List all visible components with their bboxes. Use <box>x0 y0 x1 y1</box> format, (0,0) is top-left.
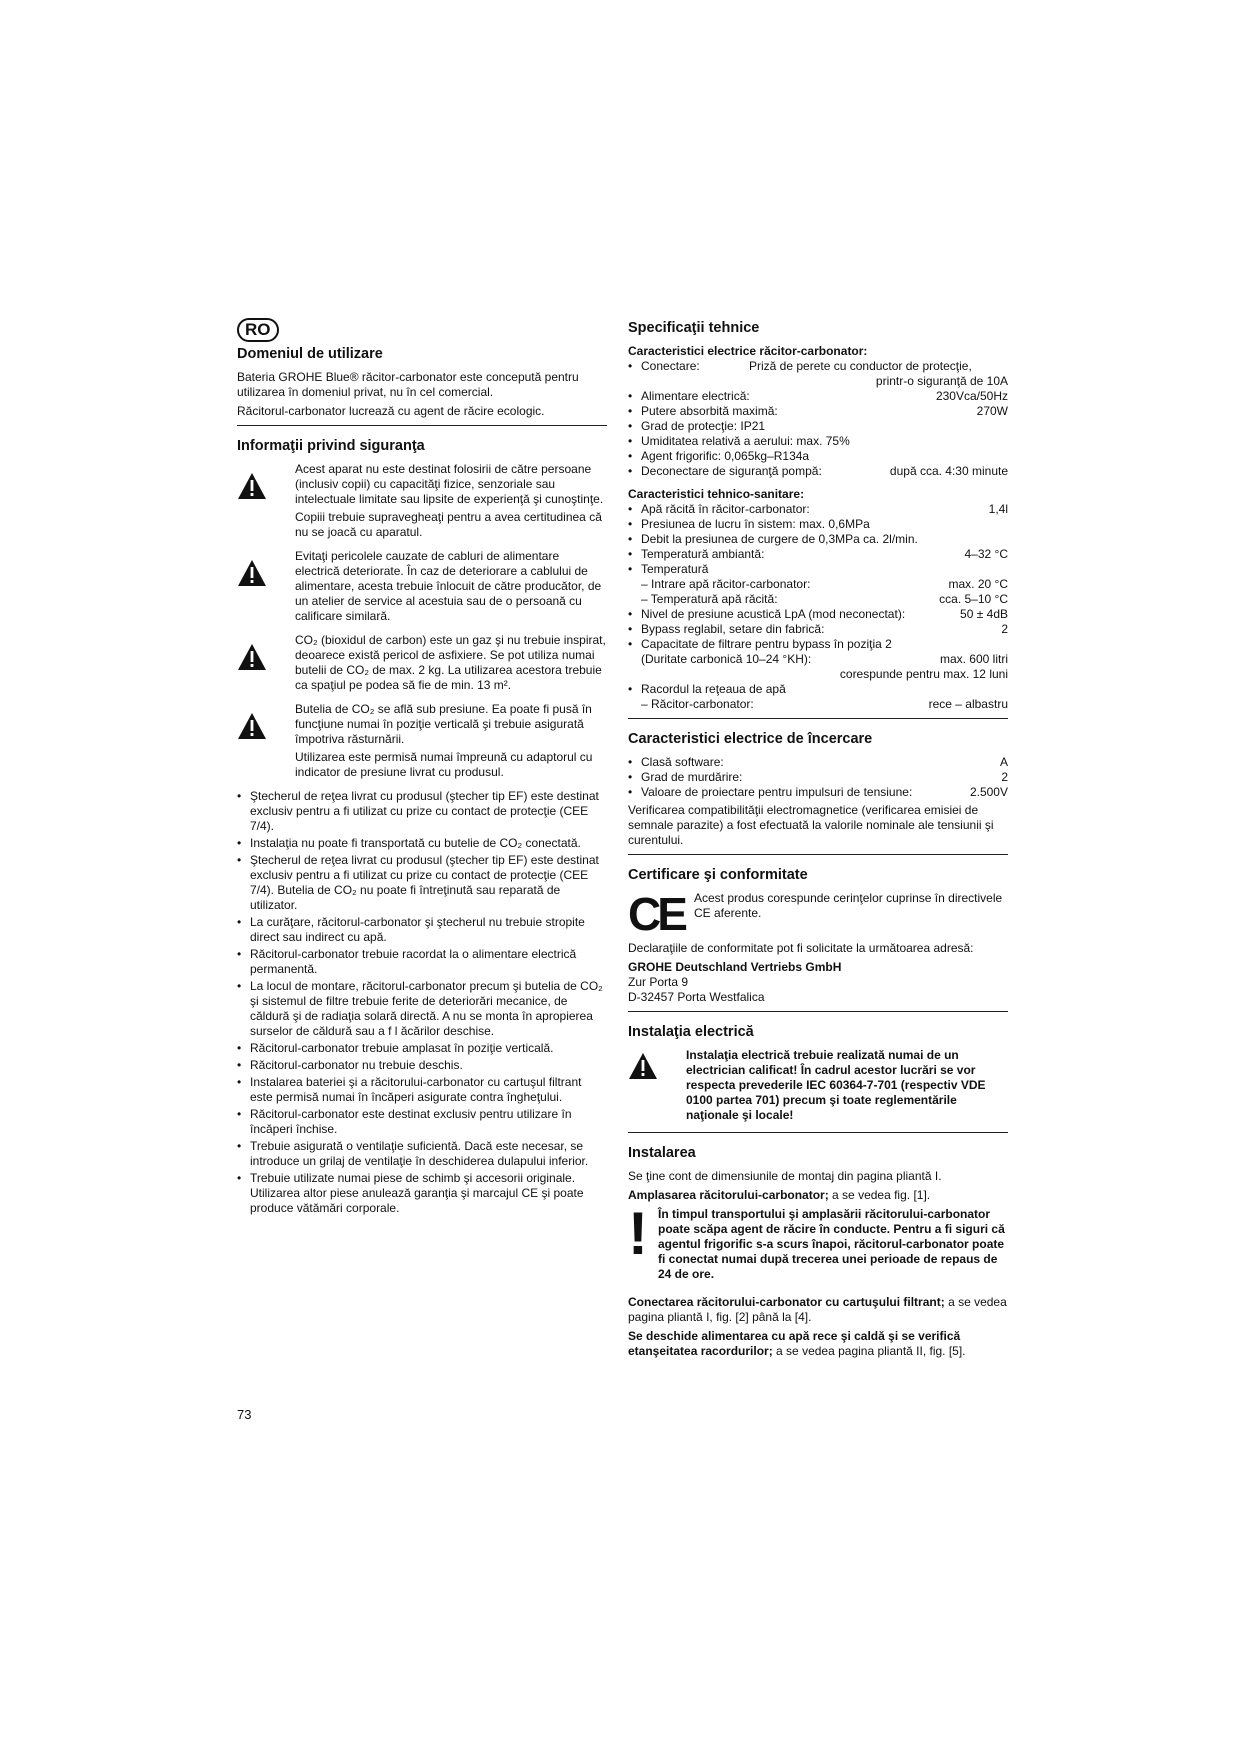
spec-value: 2 <box>1001 622 1008 636</box>
spec-row <box>628 532 1008 547</box>
spec-key: • Apă răcită în răcitor-carbonator: <box>628 502 810 517</box>
spec-key: • Grad de murdărire: <box>628 770 742 785</box>
spec-key: • Alimentare electrică: <box>628 389 750 404</box>
section-title-test: Caracteristici electrice de încercare <box>628 731 873 747</box>
spec-row <box>628 502 1008 517</box>
warning-triangle-icon <box>237 643 267 671</box>
warning-triangle-icon <box>237 472 267 500</box>
spec-value: max. 600 litri <box>939 652 1008 666</box>
section-title-instalatie-electrica: Instalaţia electrică <box>628 1024 754 1040</box>
install-p3-rest: a se vedea pagina pliantă I, fig. [2] până la [4]. <box>628 1295 1007 1324</box>
spec-value: 4–32 °C <box>964 547 1008 561</box>
sanitary-spec-rows <box>628 502 1008 577</box>
spec-row <box>628 607 1008 622</box>
cert-company: GROHE Deutschland Vertriebs GmbH <box>628 960 842 974</box>
spec-key: • Debit la presiunea de curgere de 0,3MPa ca. 2l/min. <box>628 532 918 547</box>
spec-row <box>628 785 1008 800</box>
warning-block-3 <box>237 633 607 696</box>
right-column <box>628 318 1008 1363</box>
install-paragraph-1: Se ţine cont de dimensiunile de montaj din pagina pliantă I. <box>628 1169 942 1183</box>
spec-row <box>628 562 1008 577</box>
spec-key: • Capacitate de filtrare pentru bypass în poziţia 2 <box>628 637 892 652</box>
spec-key: • Grad de protecţie: IP21 <box>628 419 765 434</box>
spec-value: 230Vca/50Hz <box>935 389 1008 403</box>
spec-key: (Duritate carbonică 10–24 °KH): <box>641 652 812 666</box>
spec-value: 50 ± 4dB <box>960 607 1008 621</box>
section-title-domeniul: Domeniul de utilizare <box>237 346 383 362</box>
spec-row-temp-in <box>628 577 1008 592</box>
list-item: • Trebuie utilizate numai piese de schimb şi accesorii originale. Utilizarea altor piese anulează garanţia şi marcajul CE şi poate produce vătămări corporale. <box>237 1171 607 1216</box>
install-paragraph-2 <box>628 1188 1008 1203</box>
install-p2-rest: a se vedea fig. [1]. <box>828 1188 931 1202</box>
install-p4-bold: Se deschide alimentarea cu apă rece şi caldă şi se verifică etanşeitatea racordurilor; <box>628 1329 961 1358</box>
warning-block-2 <box>237 549 607 627</box>
install-warning-block <box>628 1200 1008 1285</box>
spec-row <box>628 404 1008 419</box>
warning-triangle-icon <box>628 1052 658 1080</box>
spec-key: • Agent frigorific: 0,065kg–R134a <box>628 449 809 464</box>
spec-value: 2.500V <box>969 785 1008 799</box>
section-divider <box>628 854 1008 855</box>
install-p4-rest: a se vedea pagina pliantă II, fig. [5]. <box>772 1344 966 1358</box>
left-column <box>237 318 607 1218</box>
spec-value: 270W <box>976 404 1008 418</box>
electrical-warning-block <box>628 1048 1008 1126</box>
warning-3-text: CO₂ (bioxidul de carbon) este un gaz şi nu trebuie inspirat, deoarece există pericol de asfixiere. Se pot utiliza numai butelii de CO₂ de max. 2 kg. La utilizarea acestora trebuie ca spaţiul pe podea să fie de min. 13 m². <box>295 633 606 692</box>
domeniul-paragraph-2: Răcitorul-carbonator lucrează cu agent de răcire ecologic. <box>237 404 545 418</box>
spec-value: cca. 5–10 °C <box>939 592 1008 606</box>
spec-row <box>628 755 1008 770</box>
spec-key: • Putere absorbită maximă: <box>628 404 778 419</box>
section-divider <box>628 718 1008 719</box>
install-p3-bold: Conectarea răcitorului-carbonator cu cartuşului filtrant; <box>628 1295 945 1309</box>
list-item: • La curăţare, răcitorul-carbonator şi ştecherul nu trebuie stropite direct sau indirect cu apă. <box>237 915 607 945</box>
spec-key: Conectare: <box>641 359 700 373</box>
install-warning-text: În timpul transportului şi amplasării răcitorului-carbonator poate scăpa agent de răcire în conducte. Pentru a fi siguri că agentul frigorific s-a scurs înapoi, răcitorul-carbonator poate fi conectat numai după trecerea unei perioade de repaus de 24 de ore. <box>658 1207 1005 1281</box>
install-paragraph-3 <box>628 1295 1008 1325</box>
test-paragraph: Verificarea compatibilităţii electromagnetice (verificarea emisiei de semnale parazite) a fost efectuată la valorile nominale ale tensiunii şi curentului. <box>628 803 994 847</box>
spec-row <box>628 517 1008 532</box>
warning-1-children-text: Copiii trebuie supravegheaţi pentru a avea certitudinea că nu se joacă cu aparatul. <box>295 510 602 539</box>
spec-value: printr-o siguranţă de 10A <box>875 374 1008 388</box>
spec-key: • Nivel de presiune acustică LpA (mod neconectat): <box>628 607 905 622</box>
spec-row-duritate <box>628 652 1008 667</box>
list-item: • Ştecherul de reţea livrat cu produsul (ştecher tip EF) este destinat exclusiv pentru a fi utilizat cu prize cu contact de protecţie (CEE 7/4). <box>237 789 607 834</box>
warning-triangle-icon <box>237 559 267 587</box>
list-item: • Instalarea bateriei şi a răcitorului-carbonator cu cartuşul filtrant este permisă numai în încăperi asigurate contra îngheţului. <box>237 1075 607 1105</box>
section-divider <box>237 425 607 426</box>
safety-bullet-list <box>237 789 607 1216</box>
spec-value: max. 20 °C <box>948 577 1008 591</box>
spec-row <box>628 419 1008 434</box>
ce-block <box>628 888 1008 940</box>
spec-row <box>628 389 1008 404</box>
spec-row <box>628 434 1008 449</box>
electrical-warning-text: Instalaţia electrică trebuie realizată numai de un electrician calificat! În cadrul acestor lucrări se vor respecta prevederile IEC 60364-7-701 (respectiv VDE 0100 partea 701) precum şi toate reglementările naţionale şi locale! <box>686 1048 986 1122</box>
warning-triangle-icon <box>237 712 267 740</box>
warning-2-text: Evitaţi pericolele cauzate de cabluri de alimentare electrică deteriorate. În caz de deteriorare a cablului de alimentare, acesta trebuie înlocuit de către producător, de un atelier de service al acestuia sau de o persoană cu calificare similară. <box>295 549 602 623</box>
spec-row <box>628 637 1008 652</box>
spec-row-temp-out <box>628 592 1008 607</box>
sanitary-spec-rows-2 <box>628 607 1008 652</box>
warning-block-1 <box>237 462 607 543</box>
install-p2-bold: Amplasarea răcitorului-carbonator; <box>628 1188 829 1202</box>
spec-key: • Valoare de proiectare pentru impulsuri de tensiune: <box>628 785 912 800</box>
list-item: • Răcitorul-carbonator trebuie racordat la o alimentare electrică permanentă. <box>237 947 607 977</box>
spec-value: corespunde pentru max. 12 luni <box>839 667 1008 681</box>
ce-mark-logo: CE <box>628 888 684 940</box>
spec-key: – Intrare apă răcitor-carbonator: <box>641 577 811 591</box>
warning-block-4 <box>237 702 607 783</box>
list-item: • Trebuie asigurată o ventilaţie suficientă. Dacă este necesar, se introduce un grilaj de ventilaţie în deschiderea dulapului inferior. <box>237 1139 607 1169</box>
section-divider <box>628 1132 1008 1133</box>
list-item: • Răcitorul-carbonator nu trebuie deschis. <box>237 1058 607 1073</box>
list-item: • Răcitorul-carbonator trebuie amplasat în poziţie verticală. <box>237 1041 607 1056</box>
list-item: • Ştecherul de reţea livrat cu produsul (ştecher tip EF) este destinat exclusiv pentru a fi utilizat cu prize cu contact de protecţie (CEE 7/4). Butelia de CO₂ nu poate fi întreţinută sau reparată de utilizator. <box>237 853 607 913</box>
install-paragraph-4 <box>628 1329 1008 1359</box>
spec-key: – Răcitor-carbonator: <box>641 697 754 711</box>
list-item: • La locul de montare, răcitorul-carbonator precum şi butelia de CO₂ şi sistemul de filtre trebuie ferite de deteriorări mecanice, de căldură şi de radiaţia solară directă. A nu se monta în apropierea surselor de căldură sau a f l ăcărilor deschise. <box>237 979 607 1039</box>
spec-row <box>628 464 1008 479</box>
exclamation-icon: ! <box>628 1200 648 1267</box>
section-divider <box>628 1011 1008 1012</box>
warning-1-text: Acest aparat nu este destinat folosirii de către persoane (inclusiv copii) cu capacităţi fizice, senzoriale sau intelectuale limitate sau lipsite de experienţă şi cunoştinţe. <box>295 462 604 506</box>
sanitary-spec-heading: Caracteristici tehnico-sanitare: <box>628 487 805 501</box>
spec-value: după cca. 4:30 minute <box>889 464 1008 478</box>
section-title-instalarea: Instalarea <box>628 1145 696 1161</box>
spec-key: • Bypass reglabil, setare din fabrică: <box>628 622 824 637</box>
language-badge: RO <box>237 318 279 342</box>
spec-row-racord <box>628 682 1008 697</box>
spec-row <box>628 622 1008 637</box>
page-number: 73 <box>237 1407 252 1422</box>
spec-key: • Temperatură ambiantă: <box>628 547 764 562</box>
spec-key: • Deconectare de siguranţă pompă: <box>628 464 822 479</box>
test-spec-rows <box>628 755 1008 800</box>
spec-key: • Clasă software: <box>628 755 724 770</box>
warning-4-adapter-text: Utilizarea este permisă numai împreună cu adaptorul cu indicator de presiune livrat cu produsul. <box>295 750 593 779</box>
spec-key: – Temperatură apă răcită: <box>641 592 778 606</box>
warning-4-text: Butelia de CO₂ se află sub presiune. Ea poate fi pusă în funcţiune numai în poziţie verticală şi trebuie asigurată împotriva răsturnării. <box>295 702 592 746</box>
list-item: • Răcitorul-carbonator este destinat exclusiv pentru utilizare în încăperi închise. <box>237 1107 607 1137</box>
spec-row <box>628 547 1008 562</box>
spec-key: • Umiditatea relativă a aerului: max. 75% <box>628 434 850 449</box>
electrical-spec-rows <box>628 389 1008 479</box>
spec-value: Priză de perete cu conductor de protecţie, <box>749 359 972 373</box>
spec-value: rece – albastru <box>928 697 1008 711</box>
cert-street: Zur Porta 9 <box>628 975 689 989</box>
spec-value: 2 <box>1001 770 1008 784</box>
electrical-spec-heading: Caracteristici electrice răcitor-carbonator: <box>628 344 868 358</box>
ce-text: Acest produs corespunde cerinţelor cuprinse în directivele CE aferente. <box>694 891 1003 920</box>
spec-key: • Racordul la reţeaua de apă <box>628 682 786 697</box>
section-title-specificatii: Specificaţii tehnice <box>628 320 760 336</box>
spec-key: • Presiunea de lucru în sistem: max. 0,6MPa <box>628 517 870 532</box>
spec-value: 1,4l <box>988 502 1008 516</box>
section-title-cert: Certificare şi conformitate <box>628 867 808 883</box>
spec-value: A <box>999 755 1008 769</box>
section-title-siguranta: Informaţii privind siguranţa <box>237 438 425 454</box>
spec-row-continuation <box>628 667 1008 682</box>
spec-key: • Temperatură <box>628 562 708 577</box>
spec-row-conectare <box>628 359 1008 374</box>
spec-row <box>628 770 1008 785</box>
cert-city: D-32457 Porta Westfalica <box>628 990 765 1004</box>
spec-row <box>628 449 1008 464</box>
spec-row-racord-sub <box>628 697 1008 712</box>
list-item: • Instalaţia nu poate fi transportată cu butelie de CO₂ conectată. <box>237 836 607 851</box>
domeniul-paragraph-1: Bateria GROHE Blue® răcitor-carbonator este concepută pentru utilizarea în domeniul privat, nu în cel comercial. <box>237 370 579 399</box>
cert-paragraph: Declaraţiile de conformitate pot fi solicitate la următoarea adresă: <box>628 941 974 955</box>
spec-row-continuation <box>628 374 1008 389</box>
